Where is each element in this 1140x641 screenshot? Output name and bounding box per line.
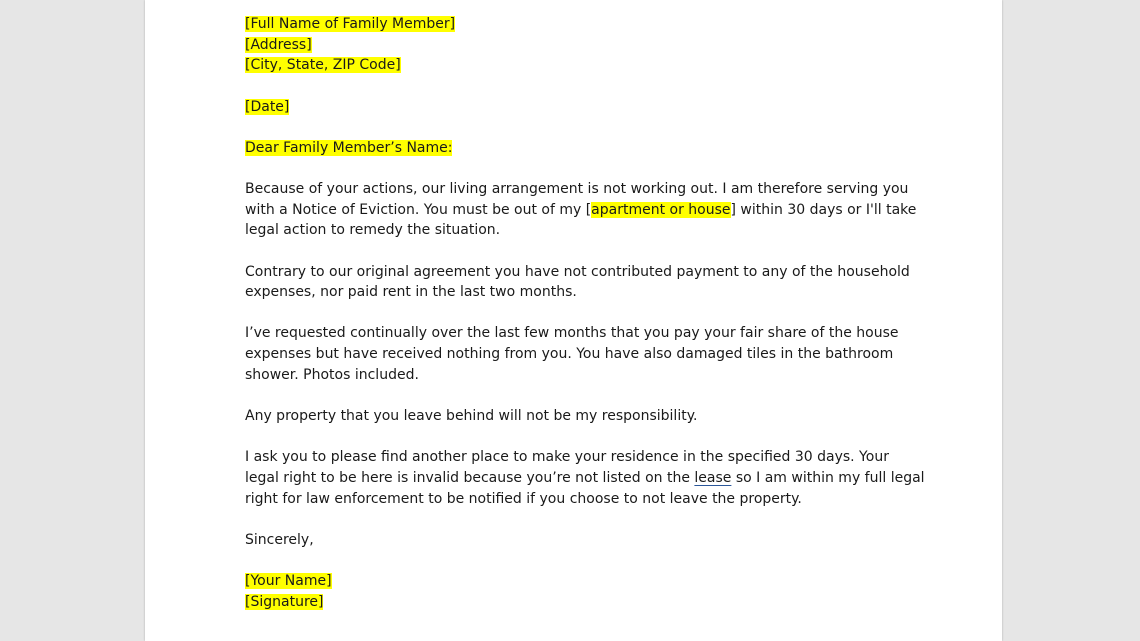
date-line bbox=[245, 97, 925, 118]
paragraph-damages bbox=[245, 323, 925, 385]
blank-line bbox=[245, 303, 925, 324]
text-run: ] within 30 days or I'll take bbox=[730, 201, 917, 218]
placeholder-address: [Address] bbox=[245, 36, 312, 53]
blank-line bbox=[245, 76, 925, 97]
signature-name-line bbox=[245, 571, 925, 592]
paragraph-line: Because of your actions, our living arrangement is not working out. I am therefore serving you bbox=[245, 180, 909, 197]
paragraph-payment bbox=[245, 262, 925, 303]
paragraph-legal-right bbox=[245, 447, 925, 509]
grammar-flagged-word-lease[interactable]: lease bbox=[694, 469, 732, 486]
closing-line: Sincerely, bbox=[245, 531, 314, 548]
address-block-street bbox=[245, 35, 925, 56]
placeholder-full-name: [Full Name of Family Member] bbox=[245, 16, 456, 32]
placeholder-apartment-or-house: apartment or house bbox=[591, 201, 731, 218]
paragraph-property bbox=[245, 406, 925, 427]
blank-line bbox=[245, 241, 925, 262]
blank-line bbox=[245, 550, 925, 571]
paragraph-line: I’ve requested continually over the last few months that you pay your fair share of the house bbox=[245, 325, 899, 342]
text-run: legal right to be here is invalid because you’re not listed on the bbox=[245, 469, 695, 486]
placeholder-signature: [Signature] bbox=[245, 593, 324, 610]
blank-line bbox=[245, 158, 925, 179]
document-page[interactable] bbox=[145, 0, 1002, 641]
paragraph-line: legal action to remedy the situation. bbox=[245, 222, 501, 239]
paragraph-line: I ask you to please find another place to make your residence in the specified 30 days. Your bbox=[245, 449, 889, 466]
letter-body[interactable] bbox=[245, 14, 925, 612]
blank-line bbox=[245, 385, 925, 406]
text-run: with a Notice of Eviction. You must be out of my [ bbox=[245, 201, 592, 218]
paragraph-line: expenses but have received nothing from you. You have also damaged tiles in the bathroom bbox=[245, 346, 894, 363]
blank-line bbox=[245, 117, 925, 138]
text-run: so I am within my full legal bbox=[731, 469, 925, 486]
paragraph-line: expenses, nor paid rent in the last two months. bbox=[245, 284, 577, 301]
paragraph-line: right for law enforcement to be notified if you choose to not leave the property. bbox=[245, 490, 802, 507]
salutation-line bbox=[245, 138, 925, 159]
address-block-name bbox=[245, 14, 925, 35]
paragraph-line: Any property that you leave behind will not be my responsibility. bbox=[245, 407, 698, 424]
placeholder-date: [Date] bbox=[245, 98, 290, 115]
placeholder-salutation: Dear Family Member’s Name: bbox=[245, 139, 453, 156]
blank-line bbox=[245, 509, 925, 530]
address-block-city bbox=[245, 55, 925, 76]
paragraph-line: Contrary to our original agreement you have not contributed payment to any of the household bbox=[245, 263, 910, 280]
signature-line bbox=[245, 592, 925, 613]
placeholder-your-name: [Your Name] bbox=[245, 572, 332, 589]
paragraph-line: shower. Photos included. bbox=[245, 366, 419, 383]
placeholder-city-state-zip: [City, State, ZIP Code] bbox=[245, 57, 401, 74]
paragraph-line bbox=[245, 200, 925, 221]
blank-line bbox=[245, 427, 925, 448]
paragraph-line bbox=[245, 468, 925, 489]
paragraph-eviction-notice bbox=[245, 179, 925, 241]
